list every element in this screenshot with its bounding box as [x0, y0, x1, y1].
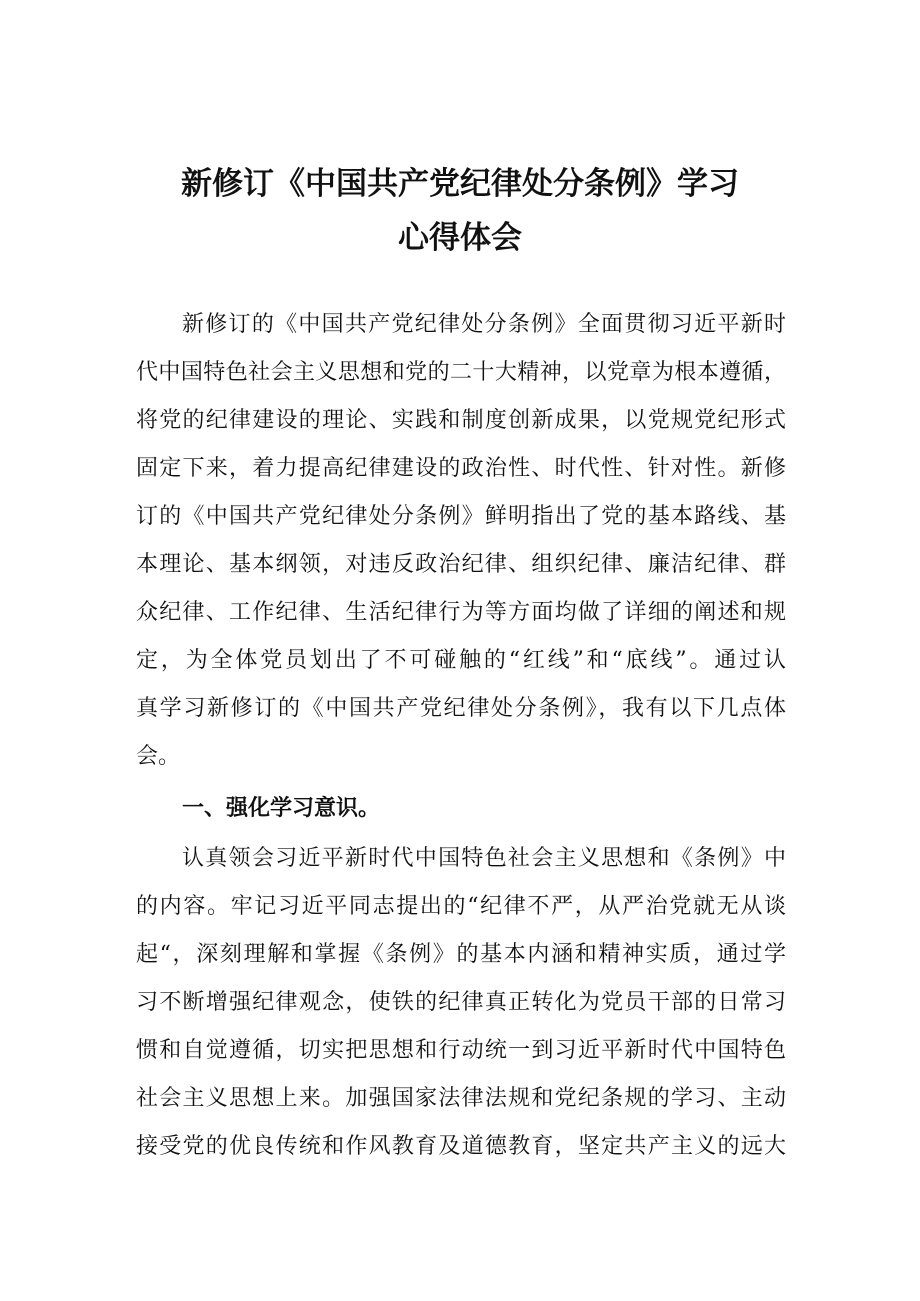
paragraph-line: 固定下来，着力提高纪律建设的政治性、时代性、针对性。新修 [136, 456, 786, 481]
paragraph-line: 本理论、基本纲领，对违反政治纪律、组织纪律、廉洁纪律、群 [136, 552, 786, 577]
paragraph-line: 代中国特色社会主义思想和党的二十大精神，以党章为根本遵循， [136, 360, 786, 385]
paragraph-line: 习不断增强纪律观念，使铁的纪律真正转化为党员干部的日常习 [136, 990, 786, 1015]
document-title-line-1: 新修订《中国共产党纪律处分条例》学习 [181, 166, 739, 202]
paragraph-line: 将党的纪律建设的理论、实践和制度创新成果，以党规党纪形式 [136, 408, 786, 433]
document-title-line-2: 心得体会 [398, 220, 522, 256]
paragraph-line: 社会主义思想上来。加强国家法律法规和党纪条规的学习、主动 [136, 1086, 786, 1111]
paragraph-line: 接受党的优良传统和作风教育及道德教育，坚定共产主义的远大 [136, 1134, 786, 1159]
paragraph-line: 的内容。牢记习近平同志提出的“纪律不严，从严治党就无从谈 [136, 894, 786, 919]
paragraph-line: 订的《中国共产党纪律处分条例》鲜明指出了党的基本路线、基 [136, 504, 786, 529]
section-heading: 一、强化学习意识。 [182, 796, 381, 821]
paragraph-line: 真学习新修订的《中国共产党纪律处分条例》，我有以下几点体 [136, 696, 786, 721]
paragraph-line: 新修订的《中国共产党纪律处分条例》全面贯彻习近平新时 [182, 312, 786, 337]
paragraph-line: 起“，深刻理解和掌握《条例》的基本内涵和精神实质，通过学 [136, 942, 786, 967]
paragraph-line: 会。 [136, 744, 181, 769]
paragraph-line: 众纪律、工作纪律、生活纪律行为等方面均做了详细的阐述和规 [136, 600, 786, 625]
paragraph-line: 认真领会习近平新时代中国特色社会主义思想和《条例》中 [182, 846, 786, 871]
paragraph-line: 定，为全体党员划出了不可碰触的“红线”和“底线”。通过认 [136, 648, 786, 673]
paragraph-line: 惯和自觉遵循，切实把思想和行动统一到习近平新时代中国特色 [136, 1038, 786, 1063]
